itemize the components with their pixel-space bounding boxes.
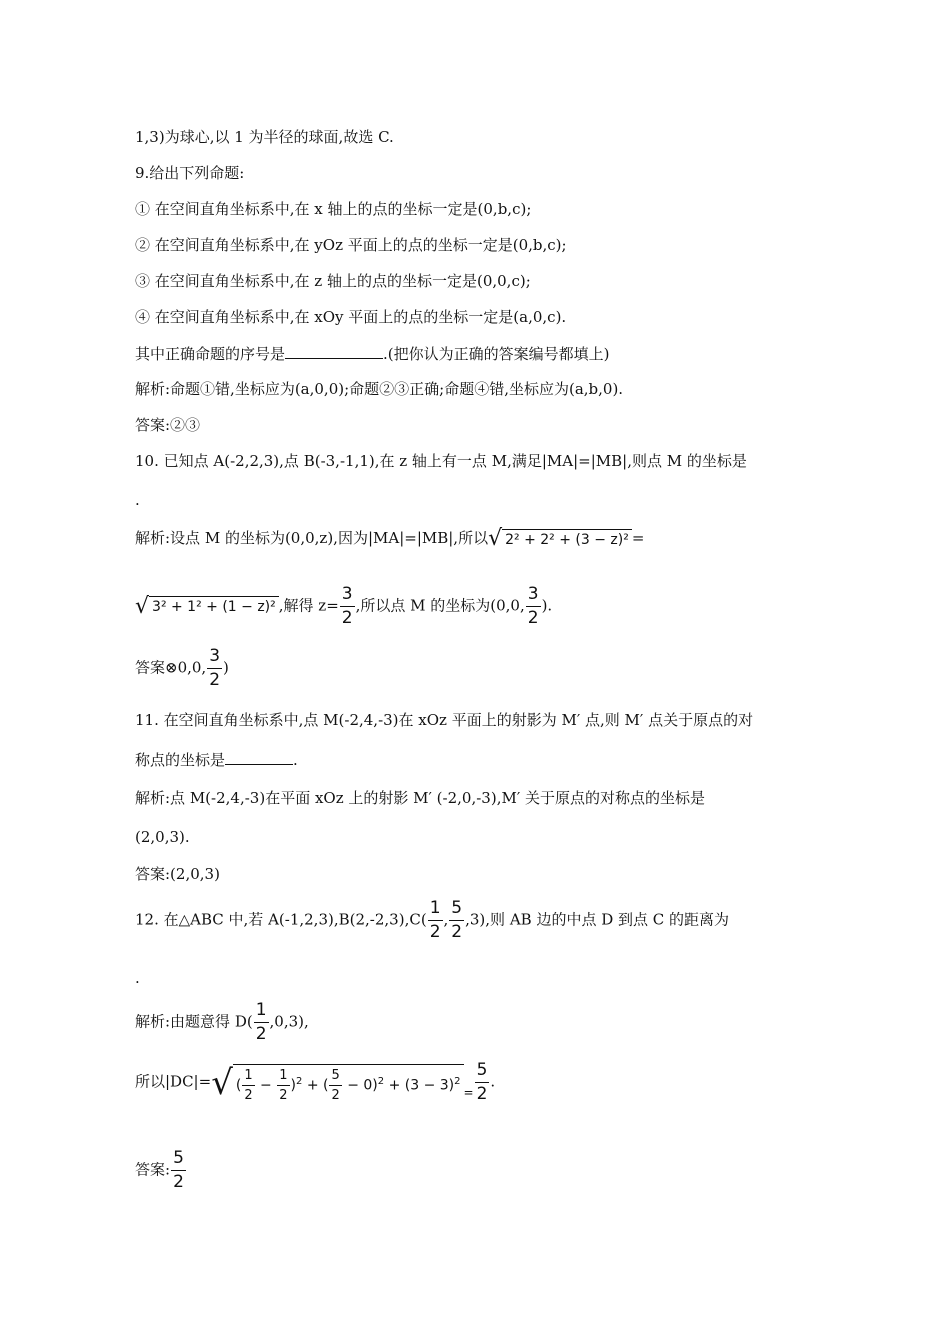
fraction-5-2: $\frac{5}{2}$ bbox=[476, 1060, 488, 1104]
solution-11: 解析:点 M(-2,4,-3)在平面 xOz 上的射影 M′ (-2,0,-3),M′ 关于原点的对称点的坐标是 bbox=[135, 789, 705, 807]
fraction-1-2: $\frac{1}{2}$ bbox=[244, 1067, 253, 1103]
solution-text: ). bbox=[541, 596, 553, 615]
question-11: 11. 在空间直角坐标系中,点 M(-2,4,-3)在 xOz 平面上的射影为 M′ 点,则 M′ 点关于原点的对 bbox=[135, 711, 754, 729]
solution-10-line2 bbox=[135, 586, 552, 627]
answer-text: 答案⊗0,0, bbox=[135, 658, 207, 677]
sqrt-expression: √ ( $\frac{1}{2}$ − $\frac{1}{2}$ )$^2$ + ( $\frac{5}{2}$ − $0)^2 + (3 - 3)^2$ bbox=[211, 1064, 463, 1102]
answer-text: ) bbox=[223, 658, 229, 677]
fraction-1-2: $\frac{1}{2}$ bbox=[255, 1000, 267, 1044]
sqrt-expression: √ 2² + 2² + (3 − z)² bbox=[488, 528, 632, 550]
question-10: 10. 已知点 A(-2,2,3),点 B(-3,-1,1),在 z 轴上有一点 M,满足|MA|=|MB|,则点 M 的坐标是 bbox=[135, 452, 747, 470]
prompt-text: 其中正确命题的序号是 bbox=[135, 345, 286, 363]
prompt-text-suffix: . bbox=[293, 751, 298, 769]
solution-text: ,0,3), bbox=[269, 1012, 309, 1031]
radicand: 2² + 2² + (3 − z)² bbox=[502, 529, 632, 550]
proposition-2: ② 在空间直角坐标系中,在 yOz 平面上的点的坐标一定是(0,b,c); bbox=[135, 236, 567, 254]
solution-12-line1 bbox=[135, 1002, 309, 1043]
fraction-5-2: $\frac{5}{2}$ bbox=[331, 1067, 340, 1103]
fraction-5-2: $\frac{5}{2}$ bbox=[173, 1148, 184, 1192]
question-10-blank-end: . bbox=[135, 491, 140, 509]
answer-blank bbox=[225, 749, 293, 765]
equals-sign: = bbox=[463, 1085, 474, 1100]
question-text: 12. 在△ABC 中,若 A(-1,2,3),B(2,-2,3),C( bbox=[135, 910, 427, 929]
question-9-title: 9.给出下列命题: bbox=[135, 164, 245, 182]
fraction-3-2: $\frac{3}{2}$ bbox=[209, 646, 221, 690]
prompt-text-suffix: .(把你认为正确的答案编号都填上) bbox=[383, 345, 610, 363]
question-9-prompt bbox=[135, 343, 610, 364]
question-12-blank-end: . bbox=[135, 969, 140, 987]
solution-12-line2 bbox=[135, 1062, 495, 1103]
fraction-3-2: $\frac{3}{2}$ bbox=[341, 584, 353, 628]
solution-text: 所以|DC|= bbox=[135, 1072, 212, 1091]
solution-text: . bbox=[490, 1072, 496, 1091]
proposition-1: ① 在空间直角坐标系中,在 x 轴上的点的坐标一定是(0,b,c); bbox=[135, 200, 532, 218]
answer-11: 答案:(2,0,3) bbox=[135, 865, 220, 883]
solution-9: 解析:命题①错,坐标应为(a,0,0);命题②③正确;命题④错,坐标应为(a,b,0). bbox=[135, 380, 624, 398]
answer-9: 答案:②③ bbox=[135, 416, 201, 434]
solution-10-line1 bbox=[135, 528, 644, 550]
fraction-5-2: $\frac{5}{2}$ bbox=[451, 898, 463, 942]
fraction-1-2: $\frac{1}{2}$ bbox=[279, 1067, 288, 1103]
question-11-cont bbox=[135, 749, 298, 770]
solution-text: ,所以点 M 的坐标为(0,0, bbox=[355, 596, 525, 615]
solution-11-cont: (2,0,3). bbox=[135, 828, 190, 846]
prompt-text: 称点的坐标是 bbox=[135, 751, 226, 769]
proposition-3: ③ 在空间直角坐标系中,在 z 轴上的点的坐标一定是(0,0,c); bbox=[135, 272, 531, 290]
radicand: ( $\frac{1}{2}$ − $\frac{1}{2}$ )$^2$ + ( $\frac{5}{2}$ − $0)^2 + (3 - 3)^2$ bbox=[233, 1064, 464, 1102]
fraction-3-2: $\frac{3}{2}$ bbox=[527, 584, 539, 628]
solution-text: ,解得 z= bbox=[278, 596, 339, 615]
radicand: 3² + 1² + (1 − z)² bbox=[149, 596, 279, 617]
fraction-1-2: $\frac{1}{2}$ bbox=[429, 898, 441, 942]
solution-text: 解析:设点 M 的坐标为(0,0,z),因为|MA|=|MB|,所以 bbox=[135, 529, 489, 547]
answer-12 bbox=[135, 1150, 187, 1191]
question-12: 12. 在△ABC 中,若 A(-1,2,3),B(2,-2,3),C( $\frac{1}{2}$ , $\frac{5}{2}$ ,3),则 AB 边的中点 D 到点 C 的距离为 bbox=[135, 898, 730, 942]
equals-sign: = bbox=[631, 529, 645, 547]
answer-text: 答案: bbox=[135, 1160, 171, 1179]
sqrt-expression: √ 3² + 1² + (1 − z)² bbox=[135, 596, 279, 618]
text-line: 1,3)为球心,以 1 为半径的球面,故选 C. bbox=[135, 128, 394, 146]
proposition-4: ④ 在空间直角坐标系中,在 xOy 平面上的点的坐标一定是(a,0,c). bbox=[135, 308, 567, 326]
answer-10 bbox=[135, 648, 229, 689]
question-text: ,3),则 AB 边的中点 D 到点 C 的距离为 bbox=[465, 910, 730, 929]
answer-blank bbox=[285, 343, 383, 359]
solution-text: 解析:由题意得 D( bbox=[135, 1012, 253, 1031]
